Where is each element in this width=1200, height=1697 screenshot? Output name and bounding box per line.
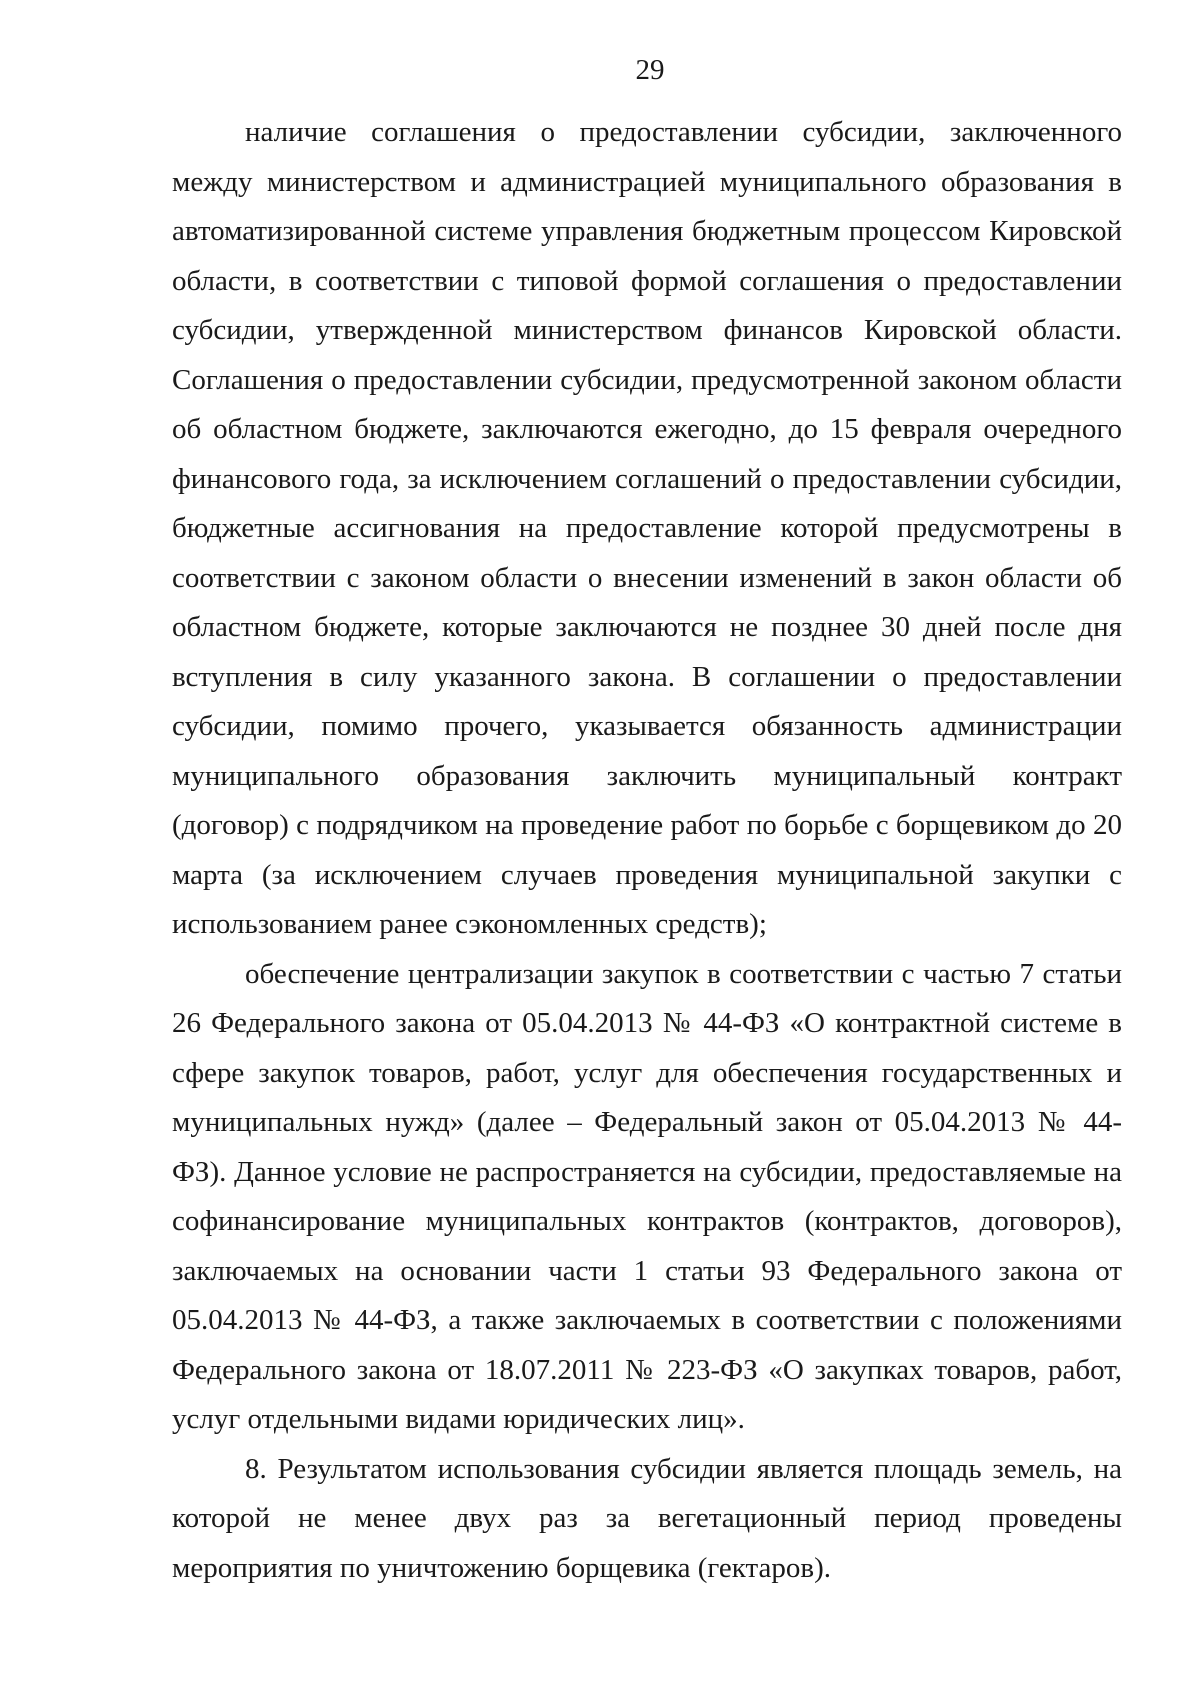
- page-number: 29: [635, 54, 665, 86]
- paragraph-procurement-centralization: обеспечение централизации закупок в соответствии с частью 7 статьи 26 Федерального закона от 05.04.2013 № 44-ФЗ «О контрактной системе в сфере закупок товаров, работ, услуг для обеспечения государственных и муниципальных нужд» (далее – Федеральный закон от 05.04.2013 № 44-ФЗ). Данное условие не распространяется на субсидии, предоставляемые на софинансирование муниципальных контрактов (контрактов, договоров), заключаемых на основании части 1 статьи 93 Федерального закона от 05.04.2013 № 44-ФЗ, а также заключаемых в соответствии с положениями Федерального закона от 18.07.2011 № 223-ФЗ «О закупках товаров, работ, услуг отдельными видами юридических лиц».: [172, 957, 1122, 1435]
- document-body: [172, 108, 1122, 1593]
- paragraph-subsidy-result: 8. Результатом использования субсидии является площадь земель, на которой не менее двух раз за вегетационный период проведены мероприятия по уничтожению борщевика (гектаров).: [172, 1452, 1122, 1584]
- paragraph-agreement-condition: наличие соглашения о предоставлении субсидии, заключенного между министерством и администрацией муниципального образования в автоматизированной системе управления бюджетным процессом Кировской области, в соответствии с типовой формой соглашения о предоставлении субсидии, утвержденной министерством финансов Кировской области. Соглашения о предоставлении субсидии, предусмотренной законом области об областном бюджете, заключаются ежегодно, до 15 февраля очередного финансового года, за исключением соглашений о предоставлении субсидии, бюджетные ассигнования на предоставление которой предусмотрены в соответствии с законом области о внесении изменений в закон области об областном бюджете, которые заключаются не позднее 30 дней после дня вступления в силу указанного закона. В соглашении о предоставлении субсидии, помимо прочего, указывается обязанность администрации муниципального образования заключить муниципальный контракт (договор) с подрядчиком на проведение работ по борьбе с борщевиком до 20 марта (за исключением случаев проведения муниципальной закупки с использованием ранее сэкономленных средств);: [172, 116, 1122, 940]
